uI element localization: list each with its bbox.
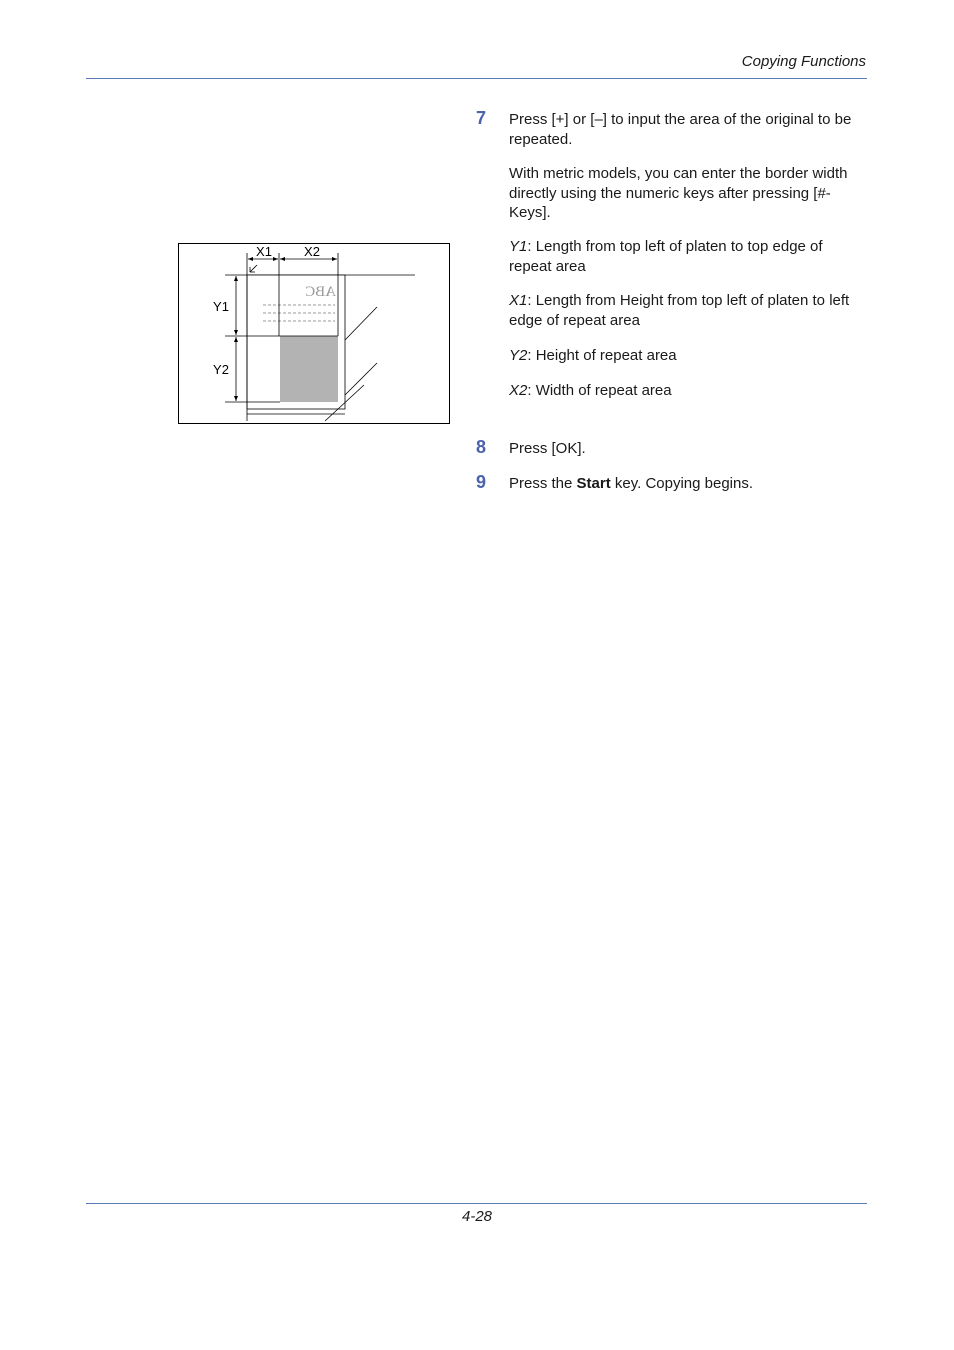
y2-label: Y2 — [213, 362, 229, 377]
step-number: 9 — [476, 472, 487, 492]
x2-label: X2 — [304, 244, 320, 259]
x1-label: X1 — [256, 244, 272, 259]
step-number: 7 — [476, 108, 487, 128]
y1-term: Y1 — [509, 238, 528, 255]
page-number: 4-28 — [461, 1208, 493, 1225]
step-7-metric-note: With metric models, you can enter the border width directly using the numeric keys after pressing [#-Keys]. — [509, 165, 848, 221]
repeat-area-diagram — [178, 243, 450, 424]
step-9-text-after: key. Copying begins. — [610, 475, 754, 492]
step-9-instruction — [509, 474, 867, 494]
x1-definition — [509, 291, 867, 330]
footer-rule — [86, 1203, 867, 1204]
header-section-title: Copying Functions — [741, 53, 866, 70]
y1-definition — [509, 237, 867, 276]
header-rule — [86, 78, 867, 79]
step-8-instruction: Press [OK]. — [509, 440, 586, 457]
y2-definition — [509, 346, 867, 366]
diagram-svg — [178, 243, 450, 424]
y1-description: : Length from top left of platen to top edge of repeat area — [509, 238, 823, 275]
repeat-area — [280, 336, 338, 402]
step-number: 8 — [476, 437, 487, 457]
x2-definition — [509, 381, 867, 401]
x2-term: X2 — [509, 382, 528, 399]
x2-description: : Width of repeat area — [527, 382, 672, 399]
x1-description: : Length from Height from top left of platen to left edge of repeat area — [509, 292, 850, 329]
original-text: ABC — [305, 284, 336, 300]
step-9-text-before: Press the — [509, 475, 577, 492]
step-7-instruction: Press [+] or [–] to input the area of the original to be repeated. — [509, 111, 852, 148]
y1-label: Y1 — [213, 299, 229, 314]
x1-term: X1 — [509, 292, 528, 309]
y2-term: Y2 — [509, 347, 528, 364]
start-key-name: Start — [576, 475, 611, 492]
y2-description: : Height of repeat area — [527, 347, 677, 364]
